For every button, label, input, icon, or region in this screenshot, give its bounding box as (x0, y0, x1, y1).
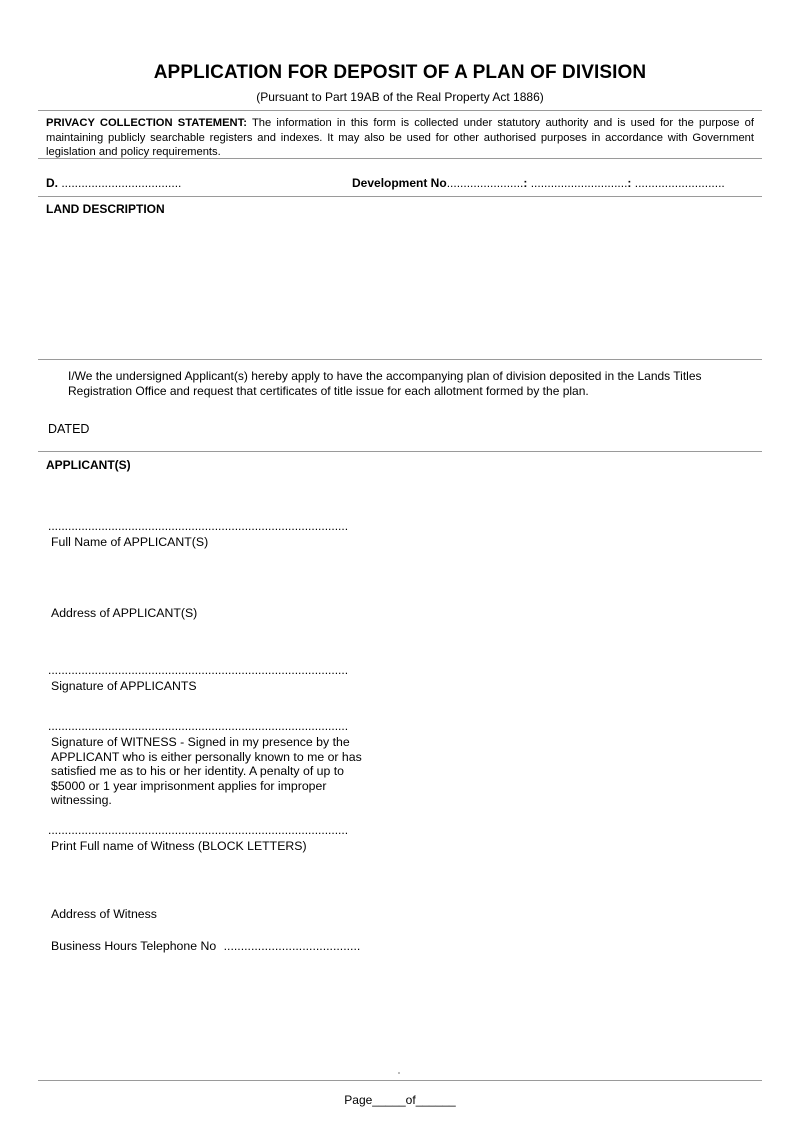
dated-label: DATED (48, 422, 90, 436)
page-blank[interactable]: _____ (372, 1093, 406, 1107)
witness-name-line[interactable]: .......................................................................................... (48, 823, 349, 837)
applicants-heading: APPLICANT(S) (46, 458, 131, 472)
phone-dotted-line: ........................................ (223, 939, 361, 953)
divider-reference (38, 196, 762, 197)
full-name-line[interactable]: .......................................................................................... (48, 519, 349, 533)
witness-name-label: Print Full name of Witness (BLOCK LETTERS) (51, 839, 307, 853)
development-no-dots-1: ....................... (446, 176, 524, 190)
declaration-text: I/We the undersigned Applicant(s) hereby apply to have the accompanying plan of division deposited in the Lands Titles Registration Office and request that certificates of title issue for each allotment formed by the plan. (68, 369, 702, 398)
of-blank[interactable]: ______ (415, 1093, 456, 1107)
land-description-heading: LAND DESCRIPTION (46, 202, 165, 216)
footer-mark (398, 1072, 400, 1074)
witness-address-label: Address of Witness (51, 907, 157, 921)
divider-privacy (38, 158, 762, 159)
page-label: Page (344, 1093, 373, 1107)
of-label: of (405, 1093, 416, 1107)
development-no-label: Development No (352, 176, 447, 190)
divider-dated (38, 451, 762, 452)
d-label: D. (46, 176, 58, 190)
divider-land (38, 359, 762, 360)
land-description-area[interactable] (46, 220, 754, 354)
development-no-separator-1: : (523, 176, 528, 190)
form-subtitle: (Pursuant to Part 19AB of the Real Property Act 1886) (256, 90, 544, 104)
d-field[interactable] (46, 176, 181, 190)
privacy-body: The information in this form is collected under statutory authority and is used for the purpose of maintaining publicly searchable registers and indexes. It may also be used for other authorised purposes in accordance with Government legislation and policy requirements. (46, 117, 754, 158)
divider-top (38, 110, 762, 111)
development-no-dots-3: ........................... (634, 176, 725, 190)
phone-field[interactable] (51, 939, 360, 954)
witness-signature-label: Signature of WITNESS - Signed in my presence by the APPLICANT who is either personally known to me or has satisfied me as to his or her identity. A penalty of up to $5000 or 1 year imprisonment applies for improper witnessing. (51, 735, 362, 807)
page-number (0, 1093, 800, 1107)
full-name-label: Full Name of APPLICANT(S) (51, 535, 209, 549)
development-no-dots-2: ............................. (530, 176, 628, 190)
signature-label: Signature of APPLICANTS (51, 679, 197, 693)
phone-label: Business Hours Telephone No (51, 939, 217, 953)
d-dotted-line: .................................... (61, 176, 182, 190)
development-no-field[interactable] (352, 176, 725, 190)
development-no-separator-2: : (627, 176, 632, 190)
divider-footer (38, 1080, 762, 1081)
privacy-heading: PRIVACY COLLECTION STATEMENT: (46, 117, 247, 129)
form-title: APPLICATION FOR DEPOSIT OF A PLAN OF DIVISION (153, 62, 647, 83)
privacy-statement (46, 116, 754, 160)
signature-line[interactable]: .......................................................................................... (48, 663, 349, 677)
witness-signature-line[interactable]: .......................................................................................... (48, 719, 349, 733)
address-label: Address of APPLICANT(S) (51, 606, 198, 620)
